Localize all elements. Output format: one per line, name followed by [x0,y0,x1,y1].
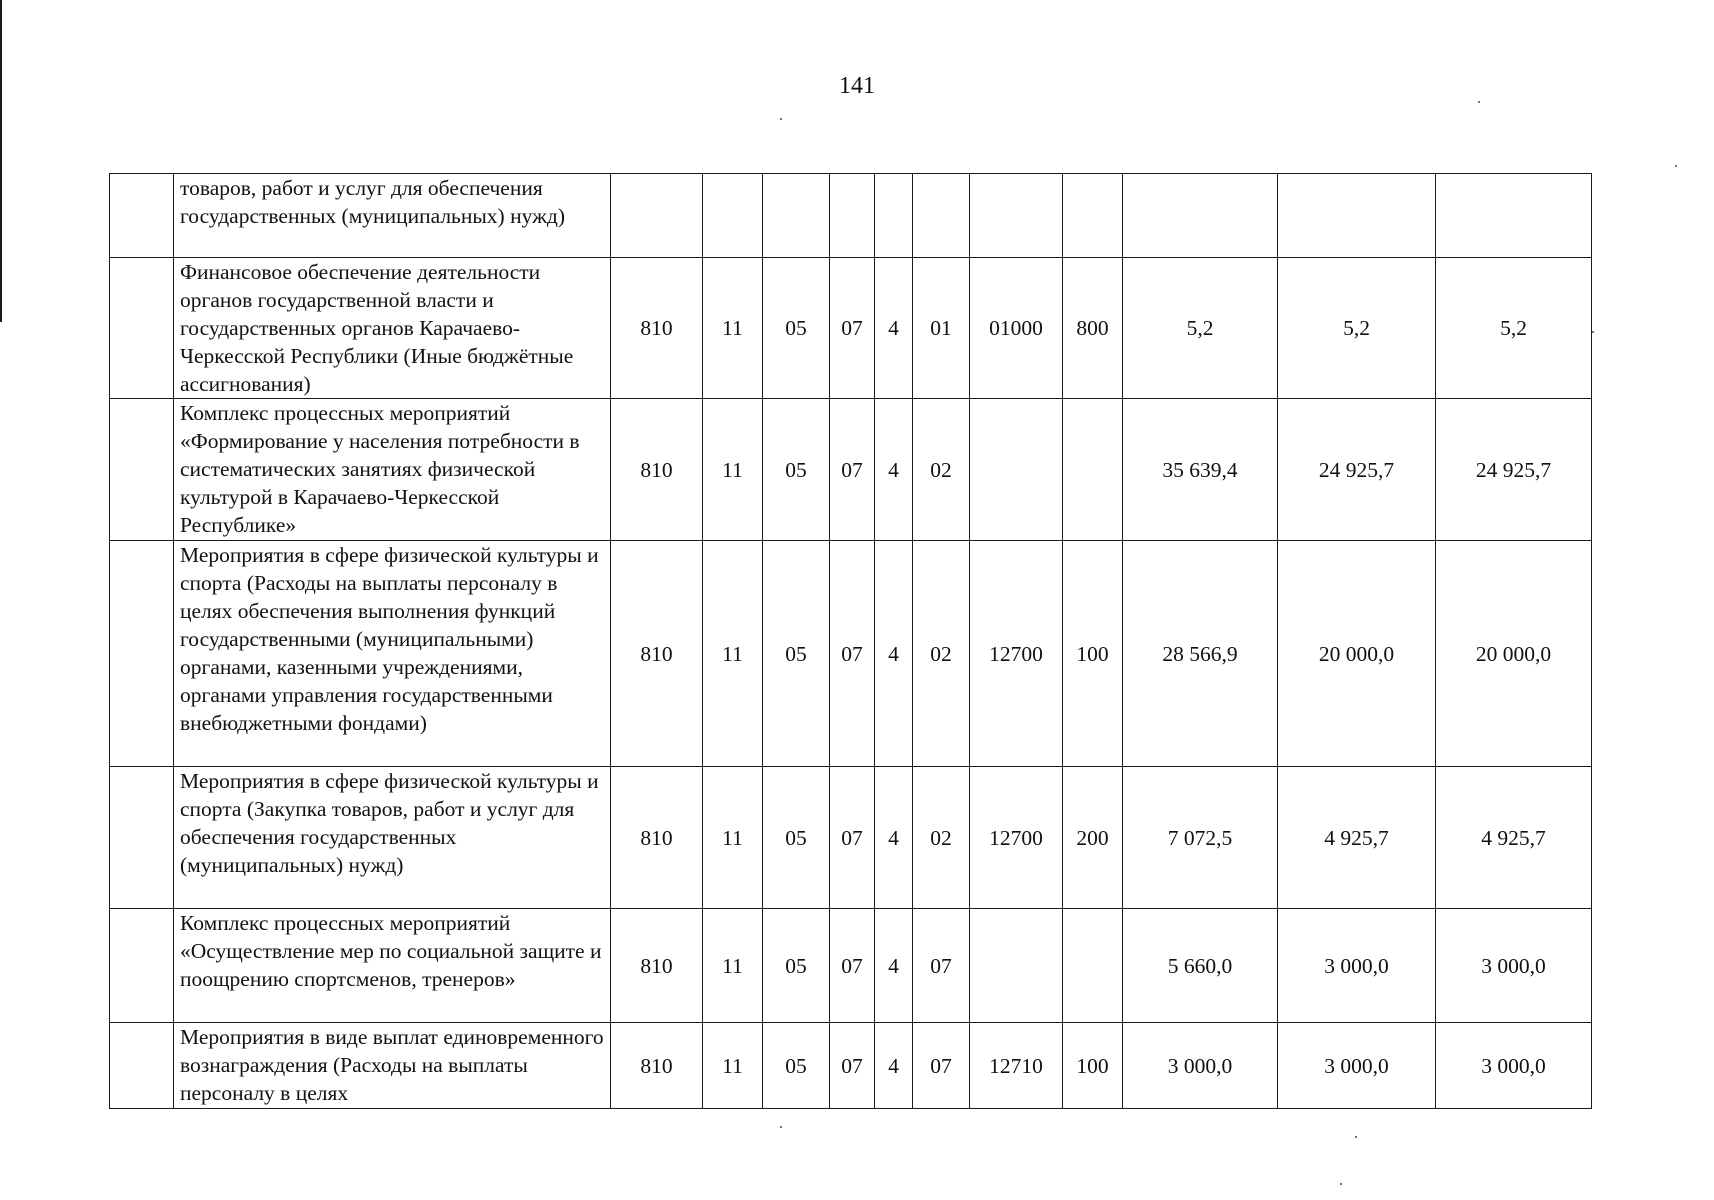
code-program: 07 [830,258,875,399]
row-description: товаров, работ и услуг для обеспечения государственных (муниципальных) нужд) [174,174,611,258]
code-program [830,174,875,258]
amount-year-2: 24 925,7 [1278,399,1436,541]
code-direction: 12700 [970,541,1063,767]
scan-edge-line [0,0,2,322]
scan-speck [780,1126,782,1128]
code-ministry: 810 [611,767,703,909]
amount-year-1: 35 639,4 [1123,399,1278,541]
table-row [110,1023,1592,1109]
row-description: Мероприятия в сфере физической культуры и спорта (Расходы на выплаты персоналу в целях обеспечения выполнения функций государственными (муниципальными) органами, казенными учреждениями, органами управления государственными внебюджетными фондами) [174,541,611,767]
page-number: 141 [839,73,875,99]
scan-speck [1355,1136,1357,1138]
code-ministry: 810 [611,399,703,541]
code-ministry: 810 [611,258,703,399]
code-section: 11 [703,399,763,541]
scan-speck [1675,165,1677,167]
amount-year-1: 5 660,0 [1123,909,1278,1023]
scan-speck [1478,101,1480,103]
code-section: 11 [703,541,763,767]
amount-year-2: 3 000,0 [1278,909,1436,1023]
code-section: 11 [703,1023,763,1109]
code-complex: 02 [913,767,970,909]
amount-year-2: 3 000,0 [1278,1023,1436,1109]
code-direction [970,399,1063,541]
code-complex: 02 [913,399,970,541]
code-expense-type: 800 [1063,258,1123,399]
scan-speck [1340,1183,1342,1185]
scan-speck [1592,331,1594,333]
row-number [110,541,174,767]
code-program: 07 [830,541,875,767]
row-description: Финансовое обеспечение деятельности органов государственной власти и государственных органов Карачаево-Черкесской Республики (Иные бюджётные ассигнования) [174,258,611,399]
code-direction: 12710 [970,1023,1063,1109]
code-type [875,174,913,258]
code-type: 4 [875,767,913,909]
code-expense-type [1063,399,1123,541]
code-ministry: 810 [611,909,703,1023]
code-subsection: 05 [763,1023,830,1109]
row-description: Мероприятия в сфере физической культуры и спорта (Закупка товаров, работ и услуг для обеспечения государственных (муниципальных) нужд) [174,767,611,909]
code-program: 07 [830,767,875,909]
code-section: 11 [703,909,763,1023]
amount-year-1: 7 072,5 [1123,767,1278,909]
amount-year-3 [1436,174,1592,258]
table-row [110,767,1592,909]
code-subsection: 05 [763,767,830,909]
code-expense-type [1063,909,1123,1023]
code-direction [970,909,1063,1023]
code-subsection: 05 [763,909,830,1023]
code-type: 4 [875,909,913,1023]
code-ministry [611,174,703,258]
table-row [110,909,1592,1023]
code-subsection: 05 [763,541,830,767]
amount-year-3: 4 925,7 [1436,767,1592,909]
table-row [110,399,1592,541]
row-number [110,174,174,258]
code-complex: 07 [913,909,970,1023]
row-number [110,767,174,909]
code-program: 07 [830,1023,875,1109]
code-direction: 12700 [970,767,1063,909]
code-direction [970,174,1063,258]
code-program: 07 [830,909,875,1023]
table-row [110,258,1592,399]
amount-year-1 [1123,174,1278,258]
code-direction: 01000 [970,258,1063,399]
code-type: 4 [875,399,913,541]
table-row [110,174,1592,258]
code-expense-type [1063,174,1123,258]
code-type: 4 [875,541,913,767]
code-expense-type: 100 [1063,1023,1123,1109]
code-complex: 02 [913,541,970,767]
amount-year-3: 20 000,0 [1436,541,1592,767]
code-program: 07 [830,399,875,541]
code-complex: 07 [913,1023,970,1109]
row-number [110,258,174,399]
code-expense-type: 200 [1063,767,1123,909]
amount-year-3: 3 000,0 [1436,909,1592,1023]
code-section: 11 [703,767,763,909]
row-description: Комплекс процессных мероприятий «Формирование у населения потребности в систематических занятиях физической культурой в Карачаево-Черкесской Республике» [174,399,611,541]
amount-year-3: 24 925,7 [1436,399,1592,541]
code-ministry: 810 [611,1023,703,1109]
scan-speck [780,118,782,120]
amount-year-1: 28 566,9 [1123,541,1278,767]
code-expense-type: 100 [1063,541,1123,767]
amount-year-2 [1278,174,1436,258]
code-subsection: 05 [763,399,830,541]
table-row [110,541,1592,767]
code-type: 4 [875,258,913,399]
code-ministry: 810 [611,541,703,767]
row-description: Мероприятия в виде выплат единовременного вознаграждения (Расходы на выплаты персоналу в целях [174,1023,611,1109]
amount-year-3: 5,2 [1436,258,1592,399]
code-complex: 01 [913,258,970,399]
code-section [703,174,763,258]
row-number [110,909,174,1023]
row-number [110,399,174,541]
row-description: Комплекс процессных мероприятий «Осуществление мер по социальной защите и поощрению спортсменов, тренеров» [174,909,611,1023]
amount-year-2: 5,2 [1278,258,1436,399]
code-subsection: 05 [763,258,830,399]
code-section: 11 [703,258,763,399]
code-type: 4 [875,1023,913,1109]
amount-year-2: 20 000,0 [1278,541,1436,767]
amount-year-1: 3 000,0 [1123,1023,1278,1109]
row-number [110,1023,174,1109]
budget-table [109,173,1592,1109]
code-subsection [763,174,830,258]
code-complex [913,174,970,258]
amount-year-3: 3 000,0 [1436,1023,1592,1109]
amount-year-1: 5,2 [1123,258,1278,399]
amount-year-2: 4 925,7 [1278,767,1436,909]
